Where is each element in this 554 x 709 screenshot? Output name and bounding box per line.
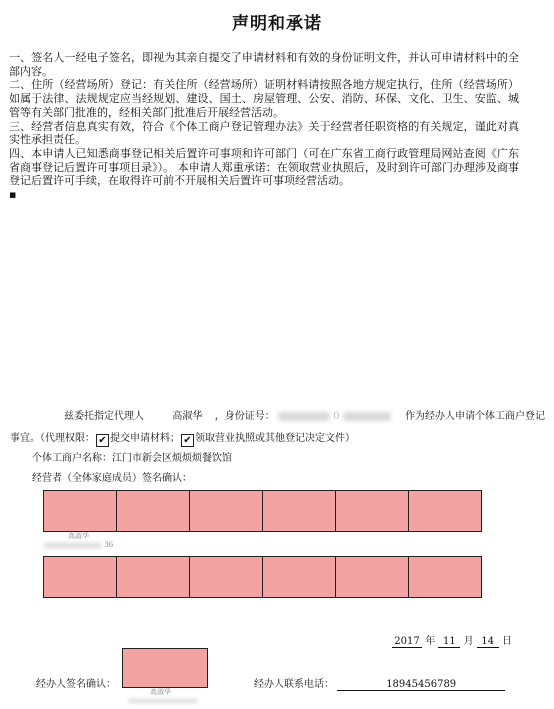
handler-signature-label: 经办人签名确认： (36, 679, 116, 690)
permission-receive-license: 领取营业执照或其他登记决定文件） (195, 433, 355, 444)
signature-cell[interactable] (44, 557, 117, 598)
agent-id-label: ，身份证号： (214, 411, 275, 422)
agent-name: 高淑华 (172, 411, 203, 422)
signature-cell[interactable] (263, 491, 336, 532)
declaration-text (9, 51, 519, 202)
handler-phone-label: 经办人联系电话： (254, 679, 334, 690)
date-year-unit: 年 (425, 636, 436, 647)
signing-date (392, 632, 512, 648)
permission-prefix: 事宜。（代理权限： (10, 433, 95, 444)
date-day: 14 (477, 636, 499, 648)
signature-grid-row-1 (43, 490, 482, 532)
agent-lead: 兹委托指定代理人 (64, 411, 144, 422)
business-name-label: 个体工商户名称： (32, 453, 112, 464)
signature-cell[interactable] (409, 557, 482, 598)
redacted-handler-id (128, 699, 198, 703)
signature-faint-name: 高淑华 (68, 532, 89, 540)
agent-line-2 (10, 429, 355, 447)
redacted-signature-id (44, 543, 102, 548)
declaration-end-mark: ▪ (9, 188, 17, 202)
date-month-unit: 月 (463, 636, 474, 647)
signature-cell[interactable] (117, 491, 190, 532)
declaration-item-3: 三、经营者信息真实有效，符合《个体工商户登记管理办法》关于经营者任职资格的有关规定，谨此对真实性承担责任。 (9, 119, 519, 147)
date-month: 11 (438, 636, 460, 648)
date-year: 2017 (392, 636, 422, 648)
signature-cell[interactable] (336, 491, 409, 532)
handler-signature-box[interactable] (122, 648, 208, 688)
date-day-unit: 日 (501, 636, 512, 647)
signature-faint-id: 36 (104, 541, 114, 549)
handler-phone-line (254, 675, 505, 691)
agent-line-1 (64, 407, 545, 422)
signature-grid-row-2 (43, 556, 482, 598)
redacted-id-number-2 (343, 412, 391, 421)
checkbox-submit-materials[interactable]: ✔ (96, 434, 109, 447)
checkbox-receive-license[interactable]: ✔ (181, 434, 194, 447)
business-name-line (32, 449, 232, 464)
signature-cell[interactable] (263, 557, 336, 598)
business-name-value: 江门市新会区烦烦烦餐饮馆 (112, 453, 232, 464)
agent-suffix: 作为经办人申请个体工商户登记 (405, 411, 546, 422)
signature-cell[interactable] (117, 557, 190, 598)
signature-cell[interactable] (190, 557, 263, 598)
operator-signature-label: 经营者（全体家庭成员）签名确认： (32, 473, 192, 484)
redacted-id-number (278, 412, 330, 421)
signature-cell[interactable] (44, 491, 117, 532)
handler-phone: 18945456789 (337, 679, 505, 691)
document-title: 声明和承诺 (232, 14, 322, 34)
declaration-item-1: 一、签名人一经电子签名，即视为其亲自提交了申请材料和有效的身份证明文件，并认可申请材料中的全部内容。 (9, 51, 519, 78)
signature-cell[interactable] (190, 491, 263, 532)
signature-faint-id-line (44, 541, 113, 549)
handler-faint-id-line (128, 697, 198, 705)
declaration-item-2: 二、住所（经营场所）登记：有关住所（经营场所）证明材料请按照各地方规定执行，住所（经营场所）如属于法律、法规规定应当经规划、建设、国土、房屋管理、公安、消防、环保、文化、卫生、安监、城管等有关部门批准的，经相关部门批准后开展经营活动。 (9, 78, 519, 119)
signature-cell[interactable] (336, 557, 409, 598)
handler-faint-name: 高淑华 (150, 688, 171, 696)
signature-cell[interactable] (409, 491, 482, 532)
declaration-item-4: 四、本申请人已知悉商事登记相关后置许可事项和许可部门（可在广东省工商行政管理局网站查阅《广东省商事登记后置许可事项目录》）。 本申请人郑重承诺：在领取营业执照后，及时到许可部门办理涉及商事登记后置许可手续，在取得许可前不开展相关后置许可事项经营活动。 (9, 146, 519, 188)
permission-submit-materials: 提交申请材料； (110, 433, 180, 444)
agent-id-partial: 0 (333, 411, 340, 422)
